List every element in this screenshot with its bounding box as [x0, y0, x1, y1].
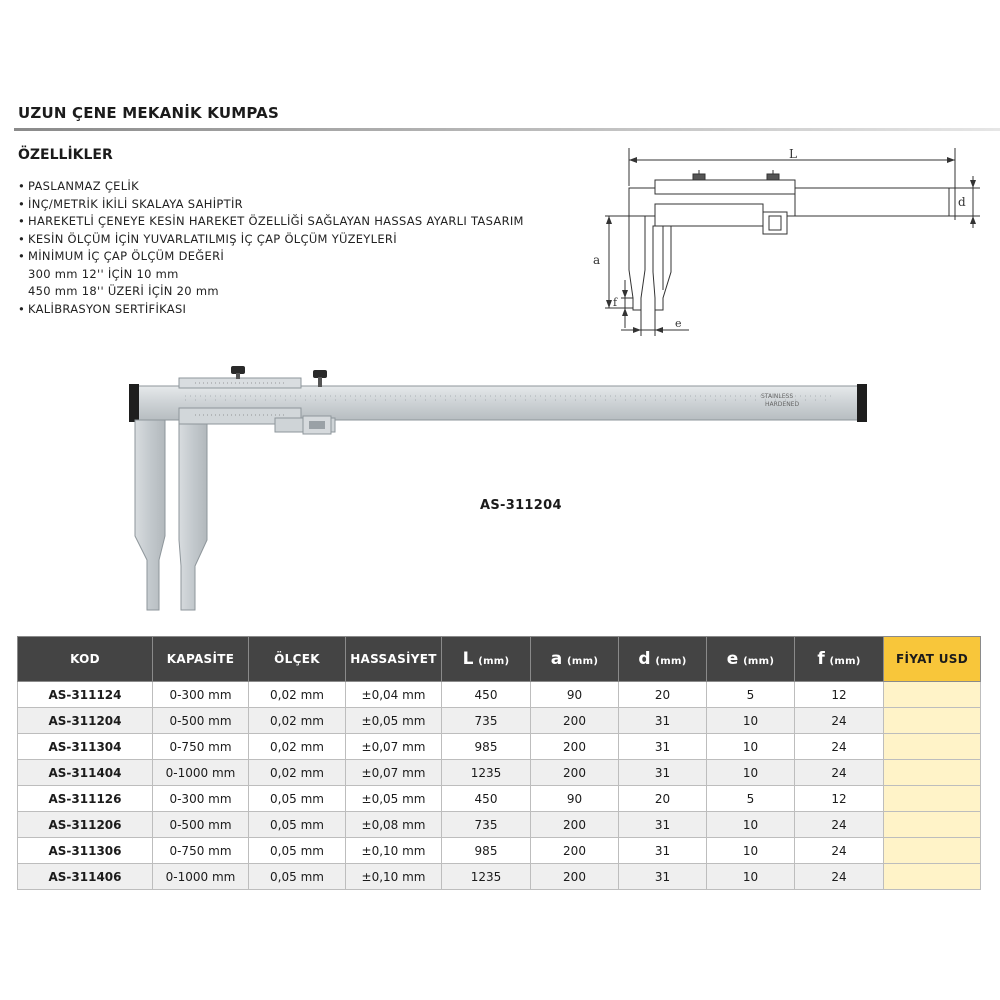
cell-d: 31 — [619, 708, 707, 734]
cell-l: 1235 — [442, 864, 531, 890]
cell-l: 985 — [442, 838, 531, 864]
diagram-label-l: L — [789, 147, 797, 161]
product-code: AS-311204 — [480, 498, 562, 513]
cell-d: 20 — [619, 786, 707, 812]
cell-f: 24 — [795, 812, 884, 838]
cell-e: 10 — [707, 760, 795, 786]
table-row — [18, 864, 981, 890]
cell-f: 24 — [795, 760, 884, 786]
cell-f: 24 — [795, 708, 884, 734]
specs-table — [17, 636, 981, 890]
features-heading: ÖZELLİKLER — [18, 147, 113, 163]
cell-kapasite: 0-750 mm — [153, 838, 249, 864]
header-d: d (mm) — [619, 637, 707, 682]
cell-olcek: 0,02 mm — [249, 734, 346, 760]
cell-hassasiyet: ±0,08 mm — [346, 812, 442, 838]
cell-fiyat — [884, 734, 981, 760]
cell-kod: AS-311206 — [18, 812, 153, 838]
header-a: a (mm) — [531, 637, 619, 682]
table-row — [18, 838, 981, 864]
table-row — [18, 682, 981, 708]
cell-hassasiyet: ±0,10 mm — [346, 838, 442, 864]
caliper-illustration — [125, 360, 870, 615]
cell-a: 200 — [531, 864, 619, 890]
cell-e: 5 — [707, 786, 795, 812]
cell-f: 24 — [795, 734, 884, 760]
cell-kod: AS-311124 — [18, 682, 153, 708]
diagram-label-e: e — [675, 317, 682, 330]
cell-fiyat — [884, 864, 981, 890]
feature-text: İNÇ/METRİK İKİLİ SKALAYA SAHİPTİR — [28, 196, 243, 211]
feature-text: KESİN ÖLÇÜM İÇİN YUVARLATILMIŞ İÇ ÇAP ÖLÇÜM YÜZEYLERİ — [28, 231, 397, 246]
cell-f: 12 — [795, 682, 884, 708]
table-row — [18, 786, 981, 812]
header-fiyat: FİYAT USD — [884, 637, 981, 682]
cell-f: 12 — [795, 786, 884, 812]
cell-l: 735 — [442, 708, 531, 734]
cell-a: 90 — [531, 786, 619, 812]
header-e: e (mm) — [707, 637, 795, 682]
header-kapasite: KAPASİTE — [153, 637, 249, 682]
cell-olcek: 0,02 mm — [249, 682, 346, 708]
cell-d: 20 — [619, 682, 707, 708]
cell-fiyat — [884, 708, 981, 734]
feature-item: • MİNİMUM İÇ ÇAP ÖLÇÜM DEĞERİ — [18, 249, 225, 263]
cell-fiyat — [884, 760, 981, 786]
title-divider — [14, 128, 1000, 131]
cell-l: 985 — [442, 734, 531, 760]
cell-a: 90 — [531, 682, 619, 708]
feature-item: • HAREKETLİ ÇENEYE KESİN HAREKET ÖZELLİĞİ SAĞLAYAN HASSAS AYARLI TASARIM — [18, 214, 524, 228]
cell-kod: AS-311306 — [18, 838, 153, 864]
cell-e: 10 — [707, 708, 795, 734]
header-kod: KOD — [18, 637, 153, 682]
cell-fiyat — [884, 786, 981, 812]
cell-f: 24 — [795, 864, 884, 890]
beam-engraving-2: HARDENED — [765, 401, 800, 408]
cell-kapasite: 0-500 mm — [153, 708, 249, 734]
cell-olcek: 0,02 mm — [249, 760, 346, 786]
cell-hassasiyet: ±0,10 mm — [346, 864, 442, 890]
feature-text: HAREKETLİ ÇENEYE KESİN HAREKET ÖZELLİĞİ SAĞLAYAN HASSAS AYARLI TASARIM — [28, 214, 524, 228]
cell-kapasite: 0-1000 mm — [153, 760, 249, 786]
table-row — [18, 708, 981, 734]
cell-hassasiyet: ±0,04 mm — [346, 682, 442, 708]
cell-kod: AS-311406 — [18, 864, 153, 890]
cell-e: 10 — [707, 812, 795, 838]
cell-d: 31 — [619, 734, 707, 760]
table-row — [18, 734, 981, 760]
cell-d: 31 — [619, 864, 707, 890]
cell-kapasite: 0-300 mm — [153, 786, 249, 812]
cell-a: 200 — [531, 760, 619, 786]
cell-olcek: 0,05 mm — [249, 838, 346, 864]
cell-e: 10 — [707, 864, 795, 890]
feature-item: • KALİBRASYON SERTİFİKASI — [18, 301, 187, 316]
features-list — [18, 178, 524, 318]
feature-subline: 300 mm 12'' İÇİN 10 mm — [28, 266, 179, 281]
feature-text: KALİBRASYON SERTİFİKASI — [28, 301, 187, 316]
cell-olcek: 0,02 mm — [249, 708, 346, 734]
cell-e: 10 — [707, 838, 795, 864]
cell-l: 450 — [442, 682, 531, 708]
cell-kapasite: 0-750 mm — [153, 734, 249, 760]
table-row — [18, 760, 981, 786]
cell-olcek: 0,05 mm — [249, 864, 346, 890]
cell-hassasiyet: ±0,05 mm — [346, 708, 442, 734]
header-l: L (mm) — [442, 637, 531, 682]
cell-d: 31 — [619, 812, 707, 838]
cell-l: 1235 — [442, 760, 531, 786]
cell-e: 10 — [707, 734, 795, 760]
diagram-label-d: d — [958, 195, 966, 209]
diagram-label-a: a — [593, 253, 601, 267]
cell-olcek: 0,05 mm — [249, 786, 346, 812]
feature-subline: 450 mm 18'' ÜZERİ İÇİN 20 mm — [28, 284, 219, 298]
header-hassasiyet: HASSASİYET — [346, 637, 442, 682]
cell-fiyat — [884, 682, 981, 708]
header-olcek: ÖLÇEK — [249, 637, 346, 682]
cell-e: 5 — [707, 682, 795, 708]
page-title: UZUN ÇENE MEKANİK KUMPAS — [18, 104, 279, 122]
cell-hassasiyet: ±0,05 mm — [346, 786, 442, 812]
feature-item: • PASLANMAZ ÇELİK — [18, 179, 139, 193]
cell-kapasite: 0-300 mm — [153, 682, 249, 708]
cell-a: 200 — [531, 708, 619, 734]
cell-a: 200 — [531, 812, 619, 838]
table-row — [18, 812, 981, 838]
feature-text: PASLANMAZ ÇELİK — [28, 179, 139, 193]
cell-a: 200 — [531, 838, 619, 864]
feature-text: MİNİMUM İÇ ÇAP ÖLÇÜM DEĞERİ — [28, 249, 225, 263]
feature-item: • KESİN ÖLÇÜM İÇİN YUVARLATILMIŞ İÇ ÇAP ÖLÇÜM YÜZEYLERİ — [18, 231, 397, 246]
cell-fiyat — [884, 838, 981, 864]
cell-hassasiyet: ±0,07 mm — [346, 760, 442, 786]
table-header-row — [18, 637, 981, 682]
cell-d: 31 — [619, 760, 707, 786]
cell-kapasite: 0-1000 mm — [153, 864, 249, 890]
cell-f: 24 — [795, 838, 884, 864]
cell-l: 735 — [442, 812, 531, 838]
cell-hassasiyet: ±0,07 mm — [346, 734, 442, 760]
cell-kod: AS-311126 — [18, 786, 153, 812]
dimension-diagram — [585, 140, 990, 345]
cell-olcek: 0,05 mm — [249, 812, 346, 838]
cell-fiyat — [884, 812, 981, 838]
cell-kod: AS-311404 — [18, 760, 153, 786]
feature-item: • İNÇ/METRİK İKİLİ SKALAYA SAHİPTİR — [18, 196, 243, 211]
cell-kapasite: 0-500 mm — [153, 812, 249, 838]
header-f: f (mm) — [795, 637, 884, 682]
cell-kod: AS-311304 — [18, 734, 153, 760]
beam-engraving-1: STAINLESS — [761, 393, 794, 400]
diagram-label-f: f — [613, 296, 618, 309]
cell-l: 450 — [442, 786, 531, 812]
cell-a: 200 — [531, 734, 619, 760]
cell-d: 31 — [619, 838, 707, 864]
cell-kod: AS-311204 — [18, 708, 153, 734]
